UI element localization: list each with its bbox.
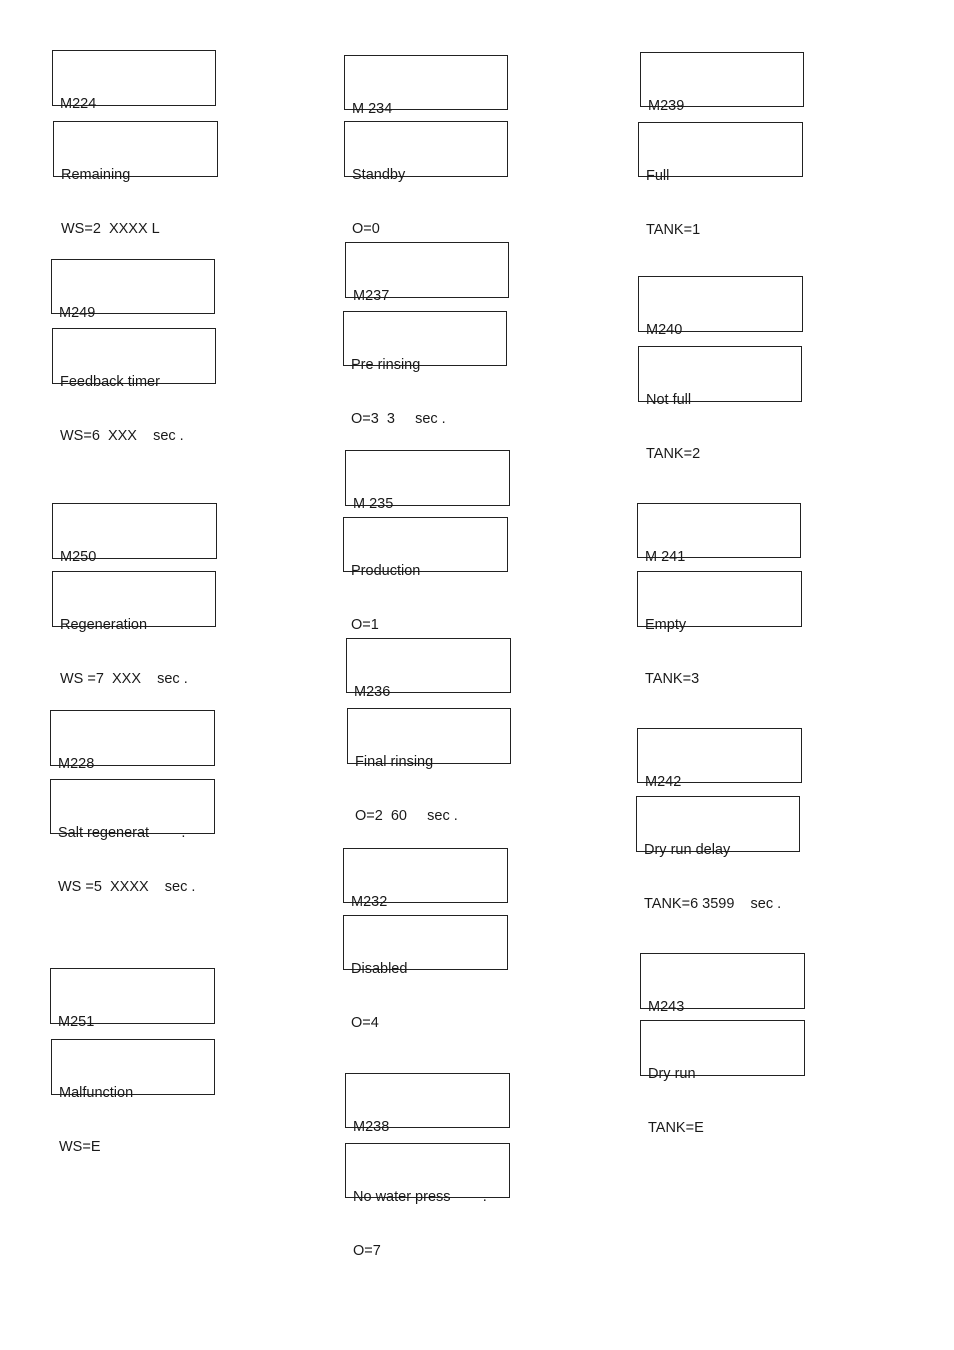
display-m242: [637, 728, 802, 790]
display-line-2: TANK=2: [646, 446, 701, 462]
display-m236: [346, 638, 511, 700]
display-not-full: [638, 346, 802, 462]
display-line-1: M224: [60, 96, 97, 112]
display-line-2: O=0: [352, 221, 380, 237]
display-m250: [52, 503, 217, 565]
display-line-1: M237: [353, 288, 390, 304]
display-line-1: Regeneration: [60, 617, 148, 633]
display-line-1: M251: [58, 1014, 95, 1030]
display-m251: [50, 968, 215, 1030]
display-line-1: Production: [351, 563, 421, 579]
display-line-1: Standby: [352, 167, 406, 183]
display-line-1: Salt regenerat .: [58, 825, 186, 841]
display-line-2: WS=6 XXX sec .: [60, 428, 184, 444]
display-line-2: WS =5 XXXX sec .: [58, 879, 196, 895]
display-line-1: No water press .: [353, 1189, 487, 1205]
display-m228: [50, 710, 215, 772]
display-line-1: M238: [353, 1119, 390, 1135]
display-line-1: Empty: [645, 617, 687, 633]
display-regeneration: [52, 571, 216, 687]
display-line-2: O=1: [351, 617, 379, 633]
display-line-2: O=4: [351, 1015, 379, 1031]
display-line-2: TANK=1: [646, 222, 701, 238]
display-m234: [344, 55, 508, 117]
display-line-2: TANK=3: [645, 671, 700, 687]
display-line-2: TANK=6 3599 sec .: [644, 896, 782, 912]
display-line-1: M232: [351, 894, 388, 910]
display-line-1: Malfunction: [59, 1085, 134, 1101]
display-line-1: M236: [354, 684, 391, 700]
display-line-2: TANK=E: [648, 1120, 704, 1136]
display-line-1: M240: [646, 322, 683, 338]
display-line-2: O=2 60 sec .: [355, 808, 458, 824]
display-line-2: WS=E: [59, 1139, 101, 1155]
display-full: [638, 122, 803, 238]
display-m224: [52, 50, 216, 112]
display-line-1: Disabled: [351, 961, 408, 977]
display-m235: [345, 450, 510, 512]
display-line-1: Final rinsing: [355, 754, 434, 770]
display-line-1: M228: [58, 756, 95, 772]
display-line-1: Feedback timer: [60, 374, 160, 390]
display-m241: [637, 503, 801, 565]
display-m232: [343, 848, 508, 910]
display-line-2: O=7: [353, 1243, 381, 1259]
display-no-water-pressure: [345, 1143, 510, 1259]
display-m239: [640, 52, 804, 114]
display-m243: [640, 953, 805, 1015]
display-line-1: M243: [648, 999, 685, 1015]
display-line-2: O=3 3 sec .: [351, 411, 446, 427]
display-line-1: M 241: [645, 549, 686, 565]
display-production: [343, 517, 508, 633]
display-pre-rinsing: [343, 311, 507, 427]
display-line-1: M250: [60, 549, 97, 565]
display-disabled: [343, 915, 508, 1031]
display-line-1: Full: [646, 168, 670, 184]
display-dry-run: [640, 1020, 805, 1136]
display-m249: [51, 259, 215, 321]
display-m238: [345, 1073, 510, 1135]
display-line-1: M249: [59, 305, 96, 321]
display-line-1: Pre rinsing: [351, 357, 421, 373]
display-line-1: M 235: [353, 496, 394, 512]
display-line-1: M 234: [352, 101, 393, 117]
display-line-1: Remaining: [61, 167, 131, 183]
display-dry-run-delay: [636, 796, 800, 912]
display-line-1: M239: [648, 98, 685, 114]
display-line-1: M242: [645, 774, 682, 790]
display-feedback-timer: [52, 328, 216, 444]
display-remaining: [53, 121, 218, 237]
display-line-2: WS =7 XXX sec .: [60, 671, 188, 687]
display-m240: [638, 276, 803, 338]
display-salt-regeneration: [50, 779, 215, 895]
display-line-1: Dry run delay: [644, 842, 731, 858]
display-malfunction: [51, 1039, 215, 1155]
display-line-1: Dry run: [648, 1066, 696, 1082]
display-m237: [345, 242, 509, 304]
display-line-1: Not full: [646, 392, 692, 408]
display-standby: [344, 121, 508, 237]
display-empty: [637, 571, 802, 687]
display-line-2: WS=2 XXXX L: [61, 221, 160, 237]
display-final-rinsing: [347, 708, 511, 824]
